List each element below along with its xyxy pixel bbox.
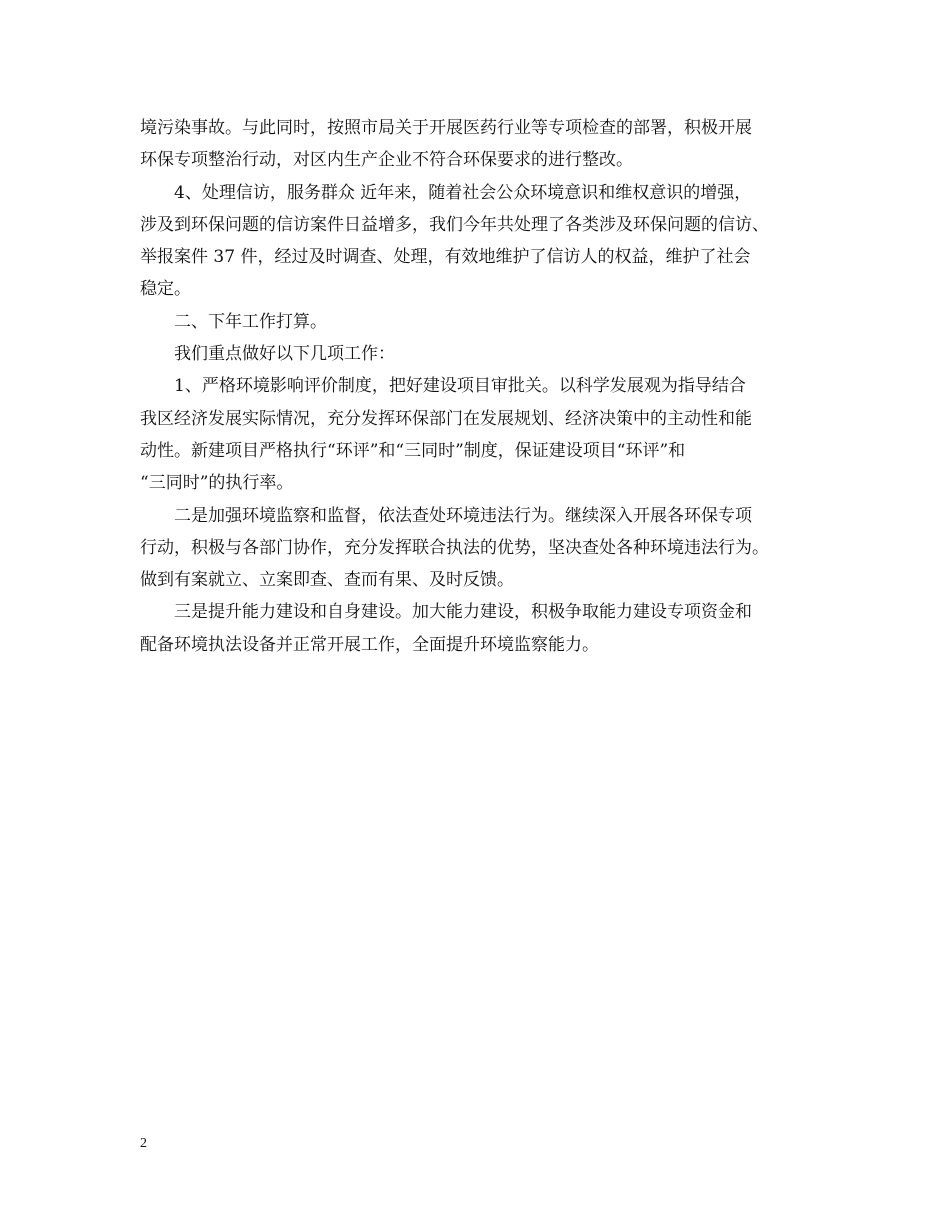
text-line: 三是提升能力建设和自身建设。加大能力建设，积极争取能力建设专项资金和 [174, 602, 752, 623]
text-line: 做到有案就立、立案即查、查而有果、及时反馈。 [140, 570, 514, 591]
text-line: 我们重点做好以下几项工作： [174, 344, 395, 365]
text-line: 境污染事故。与此同时，按照市局关于开展医药行业等专项检查的部署，积极开展 [140, 118, 752, 138]
text-line: 我区经济发展实际情况，充分发挥环保部门在发展规划、经济决策中的主动性和能 [140, 408, 752, 429]
text-line: 稳定。 [140, 279, 191, 300]
text-line: 涉及到环保问题的信访案件日益增多，我们今年共处理了各类涉及环保问题的信访、 [140, 214, 769, 235]
text-line: 举报案件 37 件，经过及时调查、处理，有效地维护了信访人的权益，维护了社会 [140, 247, 751, 268]
text-line: 4、处理信访，服务群众 近年来，随着社会公众环境意识和维权意识的增强， [174, 182, 752, 203]
text-line: “三同时”的执行率。 [140, 473, 294, 494]
text-line: 配备环境执法设备并正常开展工作，全面提升环境监察能力。 [140, 634, 599, 655]
text-line: 二、下年工作打算。 [174, 311, 327, 332]
text-line: 1、严格环境影响评价制度，把好建设项目审批关。以科学发展观为指导结合 [174, 376, 746, 397]
text-line: 二是加强环境监察和监督，依法查处环境违法行为。继续深入开展各环保专项 [174, 505, 752, 526]
page-number: 2 [140, 1136, 147, 1151]
text-line: 行动，积极与各部门协作，充分发挥联合执法的优势，坚决查处各种环境违法行为。 [140, 537, 769, 558]
text-line: 动性。新建项目严格执行“环评”和“三同时”制度，保证建设项目“环评”和 [140, 440, 686, 461]
document-body [140, 112, 820, 661]
text-line: 环保专项整治行动，对区内生产企业不符合环保要求的进行整改。 [140, 150, 633, 171]
